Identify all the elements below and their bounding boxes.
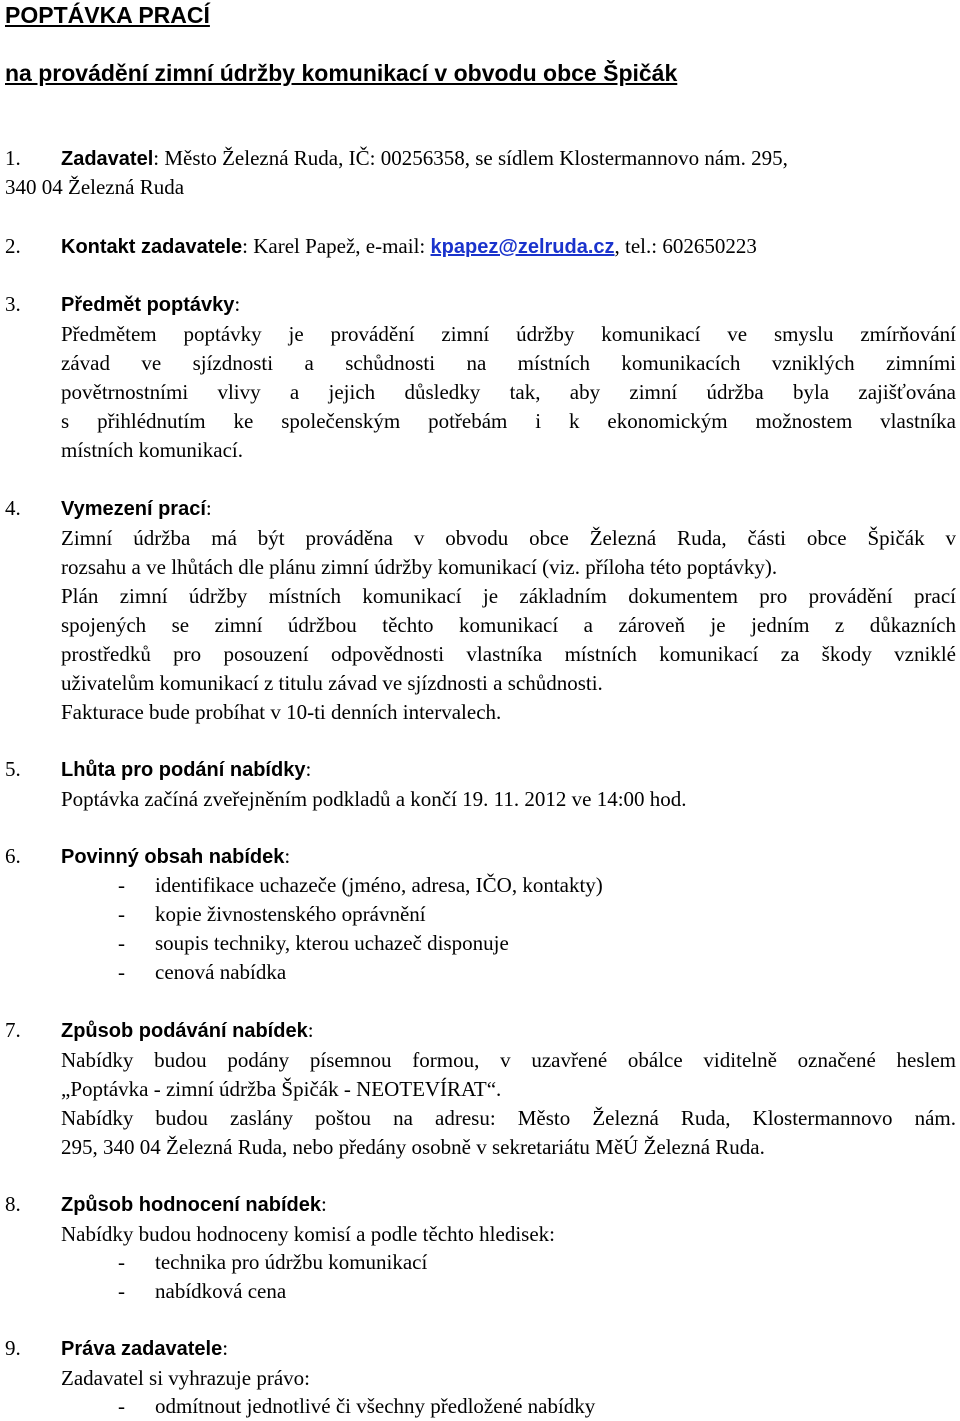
bullet-dash: - — [118, 1279, 125, 1303]
section-4-number: 4. — [5, 496, 21, 520]
section-8-line-1: Nabídky budou hodnoceny komisí a podle těchto hledisek: — [61, 1222, 555, 1246]
section-7-line-3: Nabídky budou zaslány poštou na adresu: Město Železná Ruda, Klostermannovo nám. — [61, 1106, 956, 1130]
section-6-bullet-1: identifikace uchazeče (jméno, adresa, IČO, kontakty) — [155, 873, 603, 897]
section-4-line-3: Plán zimní údržby místních komunikací je základním dokumentem pro provádění prací — [61, 584, 956, 608]
section-3-line-3: povětrnostními vlivy a jejich důsledky tak, aby zimní údržba byla zajišťována — [61, 380, 956, 404]
section-9-line-1: Zadavatel si vyhrazuje právo: — [61, 1366, 310, 1390]
section-9-heading: Práva zadavatele — [61, 1338, 223, 1360]
section-6-colon: : — [284, 844, 291, 868]
section-8-number: 8. — [5, 1192, 21, 1216]
section-6-heading: Povinný obsah nabídek — [61, 846, 285, 868]
section-4-line-2: rozsahu a ve lhůtách dle plánu zimní údržby komunikací (viz. příloha této poptávky). — [61, 555, 778, 579]
section-4-heading-line — [61, 494, 956, 524]
bullet-dash: - — [118, 1394, 125, 1418]
bullet-dash: - — [118, 960, 125, 984]
section-1-line-1 — [61, 144, 956, 174]
section-3-heading-line — [61, 290, 956, 320]
bullet-dash: - — [118, 873, 125, 897]
section-4-line-4: spojených se zimní údržbou těchto komunikací a zároveň je jedním z důkazních — [61, 613, 956, 637]
section-8-bullet-2: nabídková cena — [155, 1279, 287, 1303]
section-7-heading-line — [61, 1016, 956, 1046]
section-7-line-2: „Poptávka - zimní údržba Špičák - NEOTEVÍRAT“. — [61, 1077, 502, 1101]
section-8-heading: Způsob hodnocení nabídek — [61, 1194, 321, 1216]
section-8-heading-line — [61, 1190, 956, 1220]
section-6-bullet-3: soupis techniky, kterou uchazeč disponuje — [155, 931, 509, 955]
section-9-rights — [61, 1334, 956, 1393]
document-subtitle: na provádění zimní údržby komunikací v obvodu obce Špičák — [5, 60, 678, 86]
section-2-contact — [61, 232, 956, 262]
section-2-comma: , — [614, 234, 620, 258]
section-6-heading-line — [61, 842, 956, 872]
section-1-number: 1. — [5, 146, 21, 170]
section-3-number: 3. — [5, 292, 21, 316]
section-1-address-line: 340 04 Železná Ruda — [5, 175, 185, 199]
section-3-subject — [61, 290, 956, 465]
document-title: POPTÁVKA PRACÍ — [5, 2, 210, 28]
section-3-heading: Předmět poptávky — [61, 294, 235, 316]
bullet-dash: - — [118, 1250, 125, 1274]
section-8-evaluation — [61, 1190, 956, 1249]
bullet-dash: - — [118, 931, 125, 955]
email-link[interactable]: kpapez@zelruda.cz — [430, 236, 615, 258]
section-1-heading: Zadavatel — [61, 148, 154, 170]
section-1-client — [61, 144, 956, 174]
section-5-heading-line — [61, 755, 956, 785]
section-4-heading: Vymezení prací — [61, 498, 206, 520]
section-7-submission — [61, 1016, 956, 1162]
section-4-line-6: uživatelům komunikací z titulu závad ve sjízdnosti a schůdnosti. — [61, 671, 603, 695]
section-4-colon: : — [205, 496, 212, 520]
section-4-line-7: Fakturace bude probíhat v 10-ti denních intervalech. — [61, 700, 502, 724]
section-5-heading: Lhůta pro podání nabídky — [61, 759, 306, 781]
section-3-line-1: Předmětem poptávky je provádění zimní údržby komunikací ve smyslu zmírňování — [61, 322, 956, 346]
section-4-line-5: prostředků pro posouzení odpovědnosti vlastníka místních komunikací za škody vzniklé — [61, 642, 956, 666]
section-5-number: 5. — [5, 757, 21, 781]
section-2-number: 2. — [5, 234, 21, 258]
section-6-bullet-4: cenová nabídka — [155, 960, 287, 984]
section-2-heading: Kontakt zadavatele — [61, 236, 243, 258]
section-1-text: : Město Železná Ruda, IČ: 00256358, se sídlem Klostermannovo nám. 295, — [153, 146, 788, 170]
section-3-colon: : — [234, 292, 241, 316]
section-3-line-4: s přihlédnutím ke společenským potřebám i k ekonomickým možnostem vlastníka — [61, 409, 956, 433]
section-5-deadline — [61, 755, 956, 814]
section-7-heading: Způsob podávání nabídek — [61, 1020, 308, 1042]
section-7-line-4: 295, 340 04 Železná Ruda, nebo předány osobně v sekretariátu MěÚ Železná Ruda. — [61, 1135, 765, 1159]
section-7-colon: : — [307, 1018, 314, 1042]
section-9-bullet-1: odmítnout jednotlivé či všechny předložené nabídky — [155, 1394, 596, 1418]
section-5-line-1: Poptávka začíná zveřejněním podkladů a končí 19. 11. 2012 ve 14:00 hod. — [61, 787, 687, 811]
section-6-bullet-2: kopie živnostenského oprávnění — [155, 902, 426, 926]
section-8-colon: : — [321, 1192, 327, 1216]
section-4-line-1: Zimní údržba má být prováděna v obvodu obce Železná Ruda, části obce Špičák v — [61, 526, 956, 550]
bullet-dash: - — [118, 902, 125, 926]
section-3-line-5: místních komunikací. — [61, 438, 243, 462]
section-7-line-1: Nabídky budou podány písemnou formou, v uzavřené obálce viditelně označené heslem — [61, 1048, 956, 1072]
section-5-colon: : — [305, 757, 312, 781]
section-2-phone: tel.: 602650223 — [619, 234, 757, 258]
section-2-text: : Karel Papež, e-mail: — [242, 234, 431, 258]
section-6-number: 6. — [5, 844, 21, 868]
section-9-heading-line — [61, 1334, 956, 1364]
section-9-number: 9. — [5, 1336, 21, 1360]
section-7-number: 7. — [5, 1018, 21, 1042]
section-9-colon: : — [222, 1336, 229, 1360]
section-8-bullet-1: technika pro údržbu komunikací — [155, 1250, 428, 1274]
section-3-line-2: závad ve sjízdnosti a schůdnosti na místních komunikacích vzniklých zimními — [61, 351, 956, 375]
section-4-scope — [61, 494, 956, 727]
